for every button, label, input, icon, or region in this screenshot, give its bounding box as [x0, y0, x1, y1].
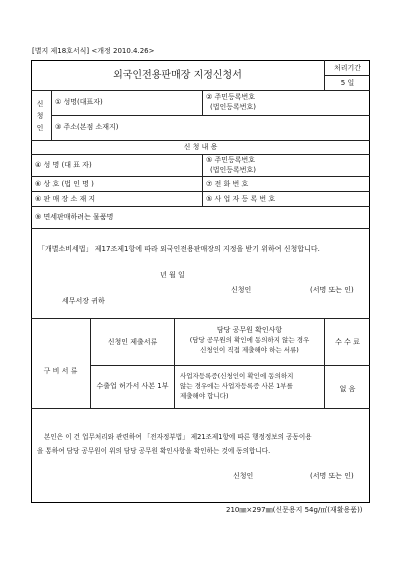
officer-doc-item-1: 사업자등록증(신청인이 확인에 동의하지 — [180, 372, 294, 380]
consent-line-2: 을 통하여 담당 공무원이 위의 담당 공무원 확인사항을 확인하는 것에 동의합니다. — [37, 447, 271, 455]
processing-period-label: 처리기간 — [333, 64, 362, 72]
documents-section-label: 구 비 서 류 — [43, 367, 78, 375]
officer-doc-item-3: 제출해야 합니다) — [180, 392, 229, 400]
consent-line-1: 본인은 이 건 업무처리와 관련하여 「전자정부법」 제21조제1항에 따른 행정정보의 공동이용 — [44, 433, 312, 441]
processing-period-value: 5 일 — [340, 79, 355, 87]
officer-check-note-2: 신청인이 직접 제출해야 하는 서류) — [200, 346, 299, 354]
application-statement: 「개별소비세법」 제17조제1항에 따라 외국인전용판매장의 지정을 받기 위하여 신청합니다. — [38, 245, 320, 253]
submit-doc-item: 수출업 허가서 사본 1부 — [96, 382, 169, 390]
duty-free-items-label: ⑨ 면세판매하려는 물품명 — [35, 213, 114, 221]
application-section-label: 신 청 내 용 — [183, 143, 218, 151]
trade-name-label: ⑥ 상 호 (법 인 명 ) — [35, 180, 94, 188]
rep-corp-reg-label: (법인등록번호) — [210, 166, 257, 174]
biz-reg-label: ⑤ 사 업 자 등 록 번 호 — [206, 195, 276, 203]
form-title: 외국인전용판매장 지정신청서 — [113, 70, 242, 81]
consent-signature-note: (서명 또는 인) — [310, 472, 354, 480]
submit-docs-header: 신청인 제출서류 — [107, 338, 158, 346]
paper-size-note: 210㎜×297㎜(신문용지 54g/㎡(재활용품)) — [226, 506, 363, 514]
applicant-section-label: 신 청 인 — [36, 100, 44, 132]
recipient-label: 세무서장 귀하 — [62, 297, 105, 305]
phone-label: ⑦ 전 화 번 호 — [206, 180, 249, 188]
store-location-label: ⑥ 판 매 장 소 재 지 — [35, 195, 96, 203]
rep-reg-label: ⑤ 주민등록번호 — [206, 156, 256, 164]
officer-doc-item-2: 않는 경우에는 사업자등록증 사본 1부를 — [180, 382, 293, 390]
rep-name-label: ④ 성 명 (대 표 자) — [35, 161, 92, 169]
consent-signature-label: 신청인 — [233, 472, 254, 480]
signature-note: (서명 또는 인) — [310, 286, 354, 294]
officer-check-header: 담당 공무원 확인사항 — [216, 326, 283, 334]
form-number: [별지 제18호서식] <개정 2010.4.26> — [32, 47, 155, 55]
applicant-signature-label: 신청인 — [231, 286, 252, 294]
applicant-corp-reg-label: (법인등록번호) — [210, 103, 257, 111]
fee-value: 없 음 — [339, 385, 356, 393]
fee-header: 수 수 료 — [335, 338, 360, 346]
applicant-address-label: ③ 주소(본점 소재지) — [55, 123, 119, 131]
officer-check-note-1: (담당 공무원의 확인에 동의하지 않는 경우 — [189, 336, 310, 344]
applicant-name-label: ① 성명(대표자) — [55, 98, 103, 106]
applicant-reg-label: ② 주민등록번호 — [206, 93, 256, 101]
date-line: 년 월 일 — [160, 271, 185, 279]
